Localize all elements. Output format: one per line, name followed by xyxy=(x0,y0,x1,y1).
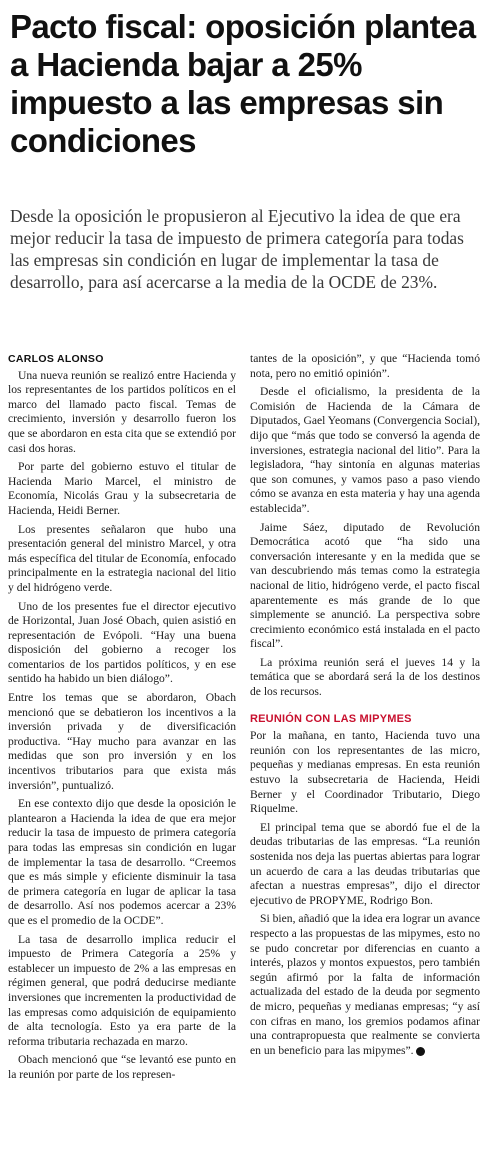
body-paragraph: Desde el oficialismo, la presidenta de la Comisión de Hacienda de la Cámara de Diputados, Gael Yeomans (Convergencia Social), dijo que “más que todo se conversó la agenda de inversiones, estrategia nacional del litio”. Para la legisladora, “hay sintonía en algunas materias que son comunes, y vamos paso a paso viendo cómo se avanza en esta materia y hay una agenda establecida”. xyxy=(250,385,481,515)
body-paragraph: La próxima reunión será el jueves 14 y la temática que se abordará será la de los destinos de los recursos. xyxy=(250,655,480,699)
left-column xyxy=(8,352,236,1087)
body-paragraph: Uno de los presentes fue el director ejecutivo de Horizontal, Juan José Obach, quien asistió en representación de Evópoli. “Hay una buena disposición del gobierno a recoger los comentarios de los partidos políticos, y en ese sentido ha habido un bien diálogo”. xyxy=(8,599,236,686)
body-paragraph: Jaime Sáez, diputado de Revolución Democrática acotó que “ha sido una conversación interesante y en la medida que se van descubriendo más temas como la estrategia nacional de litio, hidrógeno verde, el pacto fiscal aparentemente es más grande de lo que simplemente se anunció. La perspectiva sobre crecimiento económico está instalada en el pacto fiscal”. xyxy=(250,520,480,651)
body-paragraph: En ese contexto dijo que desde la oposición le plantearon a Hacienda la idea de que era mejor reducir la tasa de impuesto de primera categoría para todas las empresas sin condición en lugar de implementar la tasa de desarrollo. “Creemos que es más simple y eficiente disminuir la tasa de primera categoría en lugar de aplicar la tasa de desarrollo. Así nos podemos acercar a 23% que es el promedio de la OCDE”. xyxy=(8,797,236,927)
publication-end-icon: P xyxy=(416,1047,425,1056)
body-paragraph: La tasa de desarrollo implica reducir el impuesto de Primera Categoría a 25% y establecer un impuesto de 2% a las empresas en régimen general, que podrá deducirse mediante inversiones que incrementen la productividad de las empresas como adquisición de equipamiento de alta tecnología. Esto ya era parte de la reforma tributaria rechazada en marzo. xyxy=(8,932,236,1048)
body-paragraph: Por la mañana, en tanto, Hacienda tuvo una reunión con los representantes de las micro, pequeñas y medianas empresas. En esta reunión estuvo la subsecretaria de Hacienda, Heidi Berner y el Coordinador Tributario, Diego Riquelme. xyxy=(250,729,480,816)
body-paragraph: Por parte del gobierno estuvo el titular de Hacienda Mario Marcel, el ministro de Economía, Nicolás Grau y la subsecretaria de Hacienda, Heidi Berner. xyxy=(8,460,236,517)
body-paragraph: Obach mencionó que “se levantó ese punto en la reunión por parte de los represen- xyxy=(8,1053,236,1081)
body-paragraph: tantes de la oposición”, y que “Hacienda tomó nota, pero no emitió opinión”. xyxy=(250,352,480,380)
right-column xyxy=(250,352,480,1062)
body-paragraph xyxy=(250,912,480,1058)
body-paragraph-text: Si bien, añadió que la idea era lograr un avance respecto a las propuestas de las mipymes, esto no se pudo concretar por diferencias en cuanto a interés, plazos y montos expuestos, pero también según afirmó por la falta de información actualizada del estado de la deuda por segmento de micro, pequeñas y medianas empresas; “y así con cifras en mano, los gremios podamos afinar una contrapropuesta que realmente se convierta en un beneficio para las mipymes”. xyxy=(250,912,480,1057)
body-paragraph: Los presentes señalaron que hubo una presentación general del ministro Marcel, y otra más específica del titular de Economía, enfocado principalmente en la estrategia nacional del litio y del hidrógeno verde. xyxy=(8,522,236,594)
lead-paragraph: Desde la oposición le propusieron al Ejecutivo la idea de que era mejor reducir la tasa de impuesto de primera categoría para todas las empresas sin condición en lugar de implementar la tasa de desarrollo, para así acercarse a la media de la OCDE de 23%. xyxy=(10,206,464,292)
body-paragraph: Una nueva reunión se realizó entre Hacienda y los representantes de los partidos políticos en el marco del llamado pacto fiscal. Temas de crecimiento, inversión y desarrollo fueron los que se abordaron en esta cita que se extendió por casi dos horas. xyxy=(8,368,236,455)
body-paragraph: Entre los temas que se abordaron, Obach mencionó que se debatieron los incentivos a la inversión privada y de diversificación productiva. “Hay mucho para avanzar en las medidas que son pro inversión y en los incentivos tributarios para que exista más inversión”, puntualizó. xyxy=(8,691,236,792)
headline: Pacto fiscal: oposición plantea a Hacienda bajar a 25% impuesto a las empresas sin condiciones xyxy=(10,8,476,159)
byline: CARLOS ALONSO xyxy=(8,353,104,365)
section-subhead: REUNIÓN CON LAS MIPYMES xyxy=(250,712,412,725)
body-paragraph: El principal tema que se abordó fue el de la deudas tributarias de las empresas. “La reunión sostenida nos deja las puertas abiertas para lograr un acuerdo de cara a las deudas tributarias que afectan a nuestras empresas”, dijo el director ejecutivo de PROPYME, Rodrigo Bon. xyxy=(250,820,480,907)
